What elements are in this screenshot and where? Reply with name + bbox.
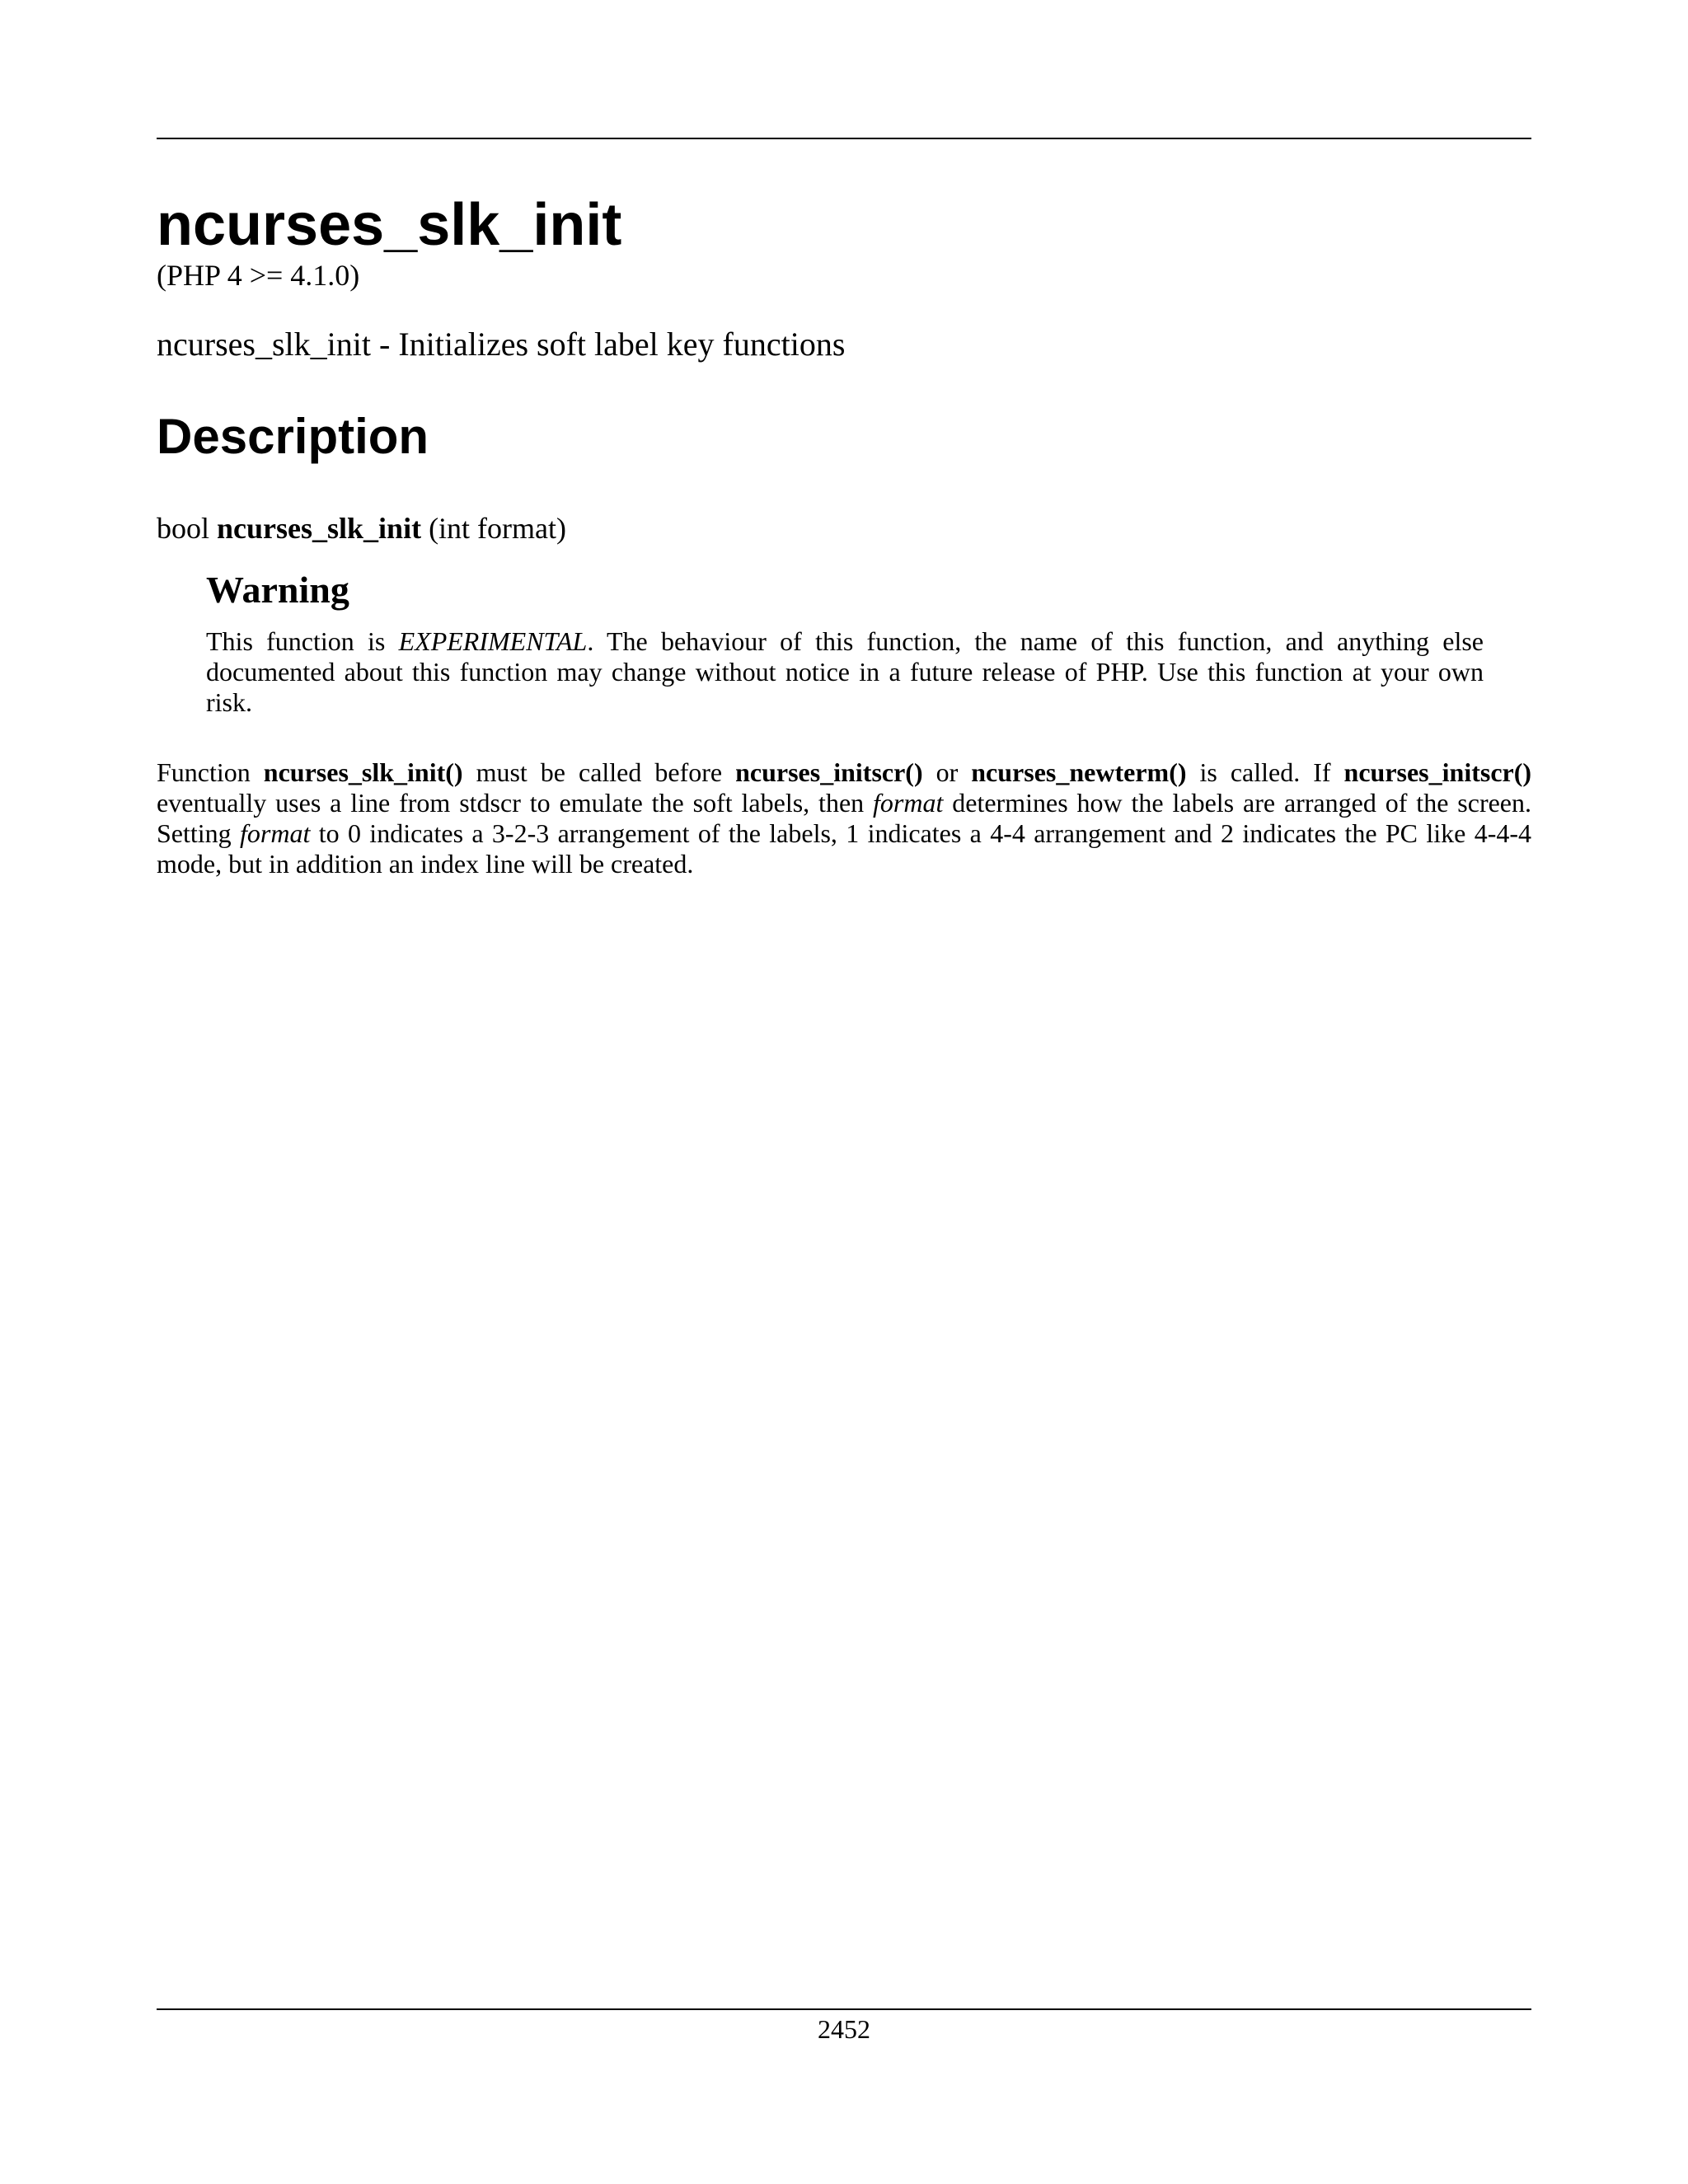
refname: ncurses_slk_init bbox=[157, 326, 371, 363]
function-params: (int format) bbox=[429, 512, 567, 545]
function-ref-initscr: ncurses_initscr() bbox=[735, 757, 923, 787]
function-ref-newterm: ncurses_newterm() bbox=[971, 757, 1187, 787]
header-rule bbox=[157, 138, 1531, 139]
paragraph-text: to 0 indicates a 3-2-3 arrangement of the labels, 1 indicates a 4-4 arrangement and 2 indicates the PC like 4-4-4 mode, but in addition an index line will be created. bbox=[157, 818, 1532, 879]
paragraph-text: determines how the labels are arranged of the screen. Setting bbox=[157, 788, 1532, 848]
page-number: 2452 bbox=[818, 2014, 870, 2044]
warning-text-part: . The behaviour of this function, the name of this function, and anything else documented about this function may change without notice in a future release of PHP. Use this function at your own risk. bbox=[206, 626, 1484, 717]
param-format: format bbox=[873, 788, 944, 818]
page-title: ncurses_slk_init bbox=[157, 192, 622, 258]
paragraph-text: or bbox=[922, 757, 972, 787]
function-name: ncurses_slk_init bbox=[217, 512, 422, 545]
function-ref-initscr: ncurses_initscr() bbox=[1343, 757, 1532, 787]
paragraph-text: eventually uses a line from stdscr to emulate the soft labels, then bbox=[157, 788, 874, 818]
version-info: (PHP 4 >= 4.1.0) bbox=[157, 259, 360, 292]
refpurpose bbox=[157, 324, 845, 365]
refpurpose-separator: - bbox=[370, 326, 399, 363]
warning-text-part: This function is bbox=[206, 626, 399, 656]
description-heading: Description bbox=[157, 409, 429, 464]
refpurpose-text: Initializes soft label key functions bbox=[398, 326, 846, 363]
warning-box bbox=[206, 565, 1484, 718]
return-type: bool bbox=[157, 512, 210, 545]
experimental-emphasis: EXPERIMENTAL bbox=[398, 626, 588, 656]
function-ref-slk-init: ncurses_slk_init() bbox=[263, 757, 463, 787]
warning-text bbox=[206, 626, 1484, 718]
description-paragraph bbox=[157, 757, 1531, 879]
paragraph-text: must be called before bbox=[462, 757, 736, 787]
paragraph-text: is called. If bbox=[1186, 757, 1344, 787]
warning-title: Warning bbox=[206, 569, 349, 611]
footer-rule bbox=[157, 2008, 1531, 2010]
param-format: format bbox=[240, 818, 311, 848]
function-synopsis bbox=[157, 509, 566, 548]
paragraph-text: Function bbox=[157, 757, 264, 787]
